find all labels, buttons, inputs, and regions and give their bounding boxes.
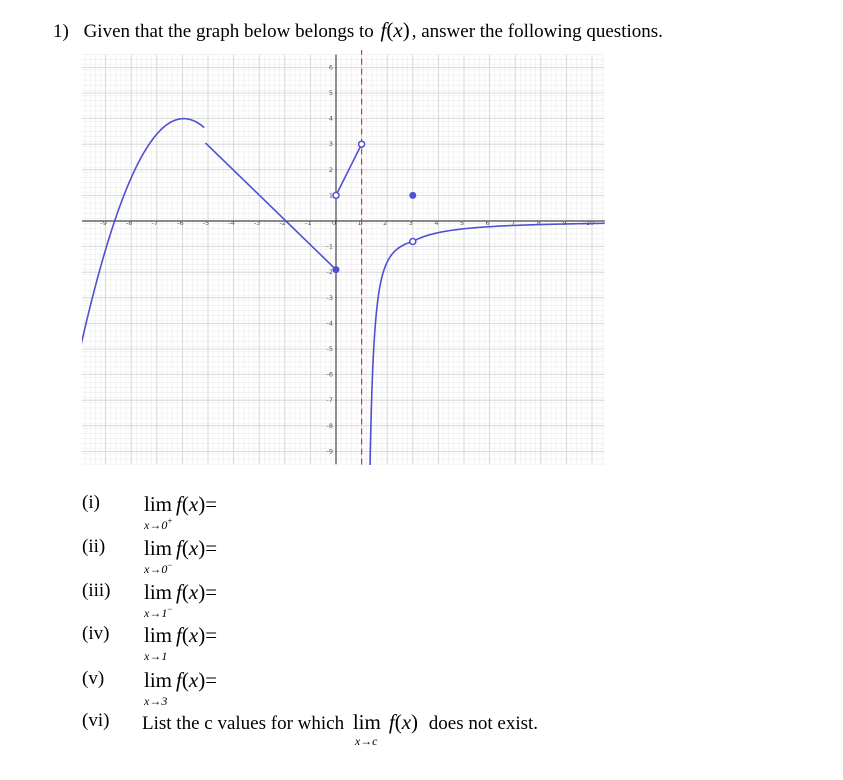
y-tick-label: 5 — [328, 89, 333, 97]
x-tick-label: -8 — [125, 219, 133, 227]
x-tick-label: -5 — [202, 219, 210, 227]
x-tick-label: -1 — [305, 219, 312, 227]
x-tick-label: 7 — [511, 219, 516, 227]
y-tick-label: -3 — [326, 293, 333, 302]
x-tick-label: 1 — [357, 219, 362, 227]
closed-point — [410, 192, 416, 198]
y-tick-label: -9 — [326, 447, 333, 456]
item-label: (v) — [82, 668, 105, 689]
y-tick-label: 4 — [328, 114, 333, 123]
x-tick-label: -6 — [177, 219, 184, 227]
x-tick-label: -7 — [151, 219, 159, 227]
y-tick-label: 2 — [328, 165, 333, 174]
x-tick-label: 2 — [383, 219, 388, 227]
limit-expression: lim x→0+ f(x)= — [144, 492, 218, 532]
x-tick-label: 8 — [536, 219, 541, 227]
question-number: 1) — [53, 21, 69, 42]
x-tick-label: 6 — [485, 219, 490, 227]
open-point — [410, 238, 416, 244]
item-label: (vi) — [82, 710, 110, 731]
limit-expression: lim x→0− f(x)= — [144, 536, 218, 576]
function-graph — [82, 50, 610, 465]
y-tick-label: -5 — [326, 345, 333, 353]
x-tick-label: 0 — [331, 219, 337, 227]
y-tick-label: -7 — [326, 396, 333, 405]
question-text: Given that the graph below belongs to — [83, 21, 374, 42]
limit-expression: lim x→1− f(x)= — [144, 580, 218, 620]
x-tick-label: -9 — [100, 219, 107, 227]
item-label: (i) — [82, 492, 100, 513]
limit-expression: lim x→3 f(x)= — [144, 668, 218, 708]
limit-question-text: List the c values for which lim x→c f(x) does not exist. — [142, 710, 539, 748]
y-tick-label: -1 — [326, 242, 333, 251]
item-label: (iv) — [82, 623, 110, 644]
open-point — [359, 141, 365, 147]
y-tick-label: 1 — [328, 191, 333, 200]
x-tick-label: 3 — [408, 219, 413, 227]
y-tick-label: -6 — [326, 370, 333, 379]
question-text-after: , answer the following questions. — [411, 21, 663, 42]
x-tick-label: 10 — [585, 219, 595, 227]
x-tick-label: -3 — [253, 219, 261, 227]
grid-minor — [82, 55, 605, 465]
item-label: (ii) — [82, 536, 106, 557]
points — [333, 141, 416, 272]
y-tick-label: -2 — [326, 268, 333, 277]
x-tick-label: -2 — [279, 219, 287, 227]
question-function: f(x) — [380, 18, 410, 42]
y-tick-label: 3 — [328, 140, 333, 149]
closed-point — [333, 267, 339, 273]
x-tick-label: 9 — [562, 219, 567, 227]
limit-expression: lim x→1 f(x)= — [144, 623, 218, 663]
item-label: (iii) — [82, 580, 111, 601]
x-tick-label: 5 — [459, 219, 465, 227]
y-tick-label: -8 — [326, 421, 333, 430]
open-point — [333, 192, 339, 198]
y-tick-label: -4 — [326, 319, 333, 328]
x-tick-label: -4 — [228, 219, 235, 227]
question-line — [53, 18, 663, 43]
x-tick-label: 4 — [434, 219, 439, 227]
y-tick-label: 6 — [328, 63, 333, 72]
